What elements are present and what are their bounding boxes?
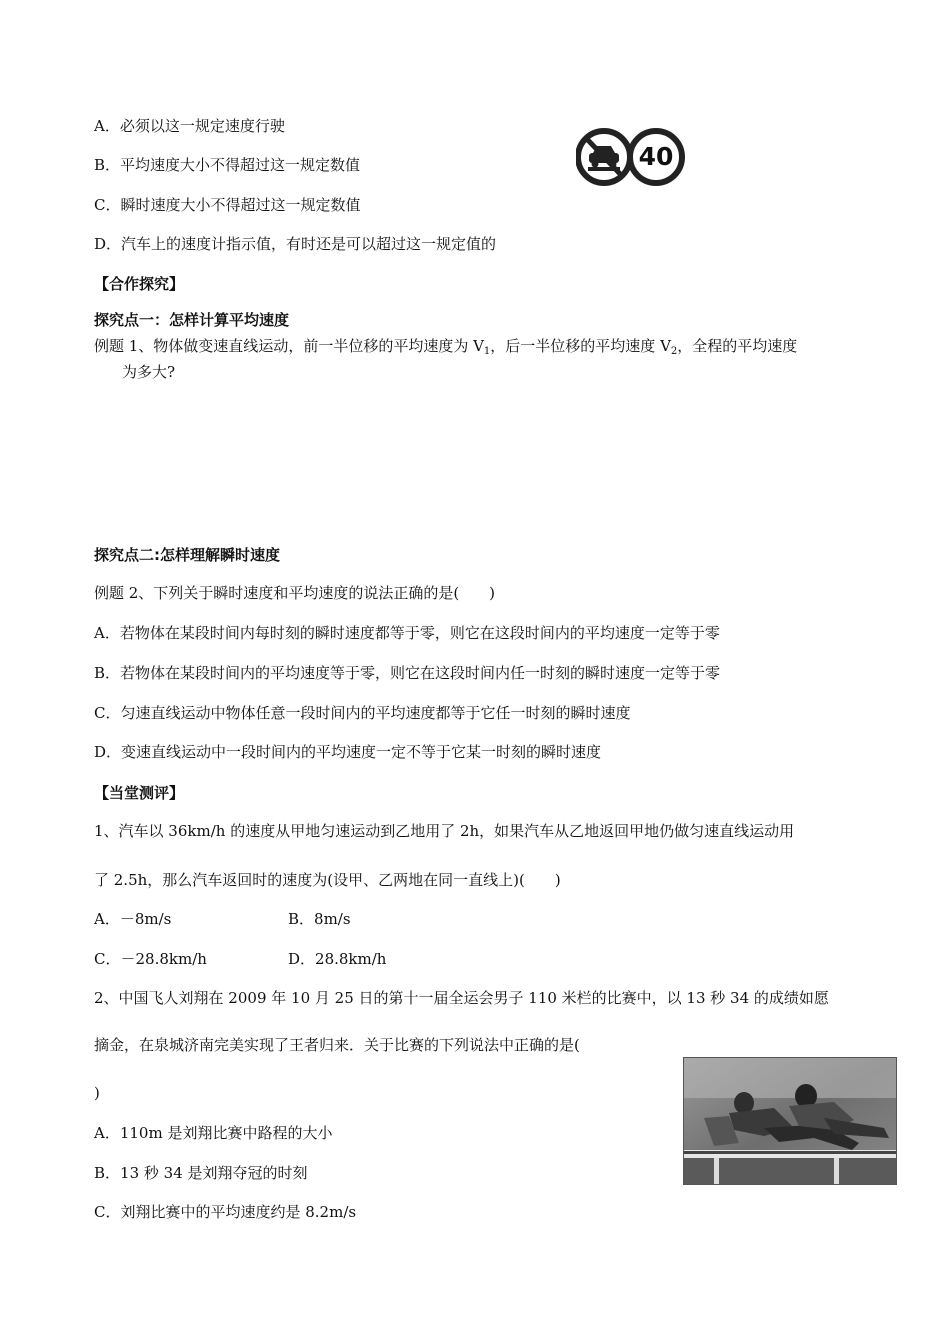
example1-text-a: 例题 1、物体做变速直线运动，前一半位移的平均速度为 V bbox=[94, 337, 484, 355]
q2-option-b: B．13 秒 34 是刘翔夺冠的时刻 bbox=[94, 1164, 308, 1182]
q1-option-d: D．28.8km/h bbox=[288, 950, 387, 968]
hurdler-photo bbox=[683, 1057, 897, 1185]
q2-line2: 摘金，在泉城济南完美实现了王者归来．关于比赛的下列说法中正确的是( bbox=[94, 1036, 580, 1054]
v1-subscript: 1 bbox=[483, 346, 491, 357]
v2-subscript: 2 bbox=[670, 346, 678, 357]
example2-option-c: C．匀速直线运动中物体任意一段时间内的平均速度都等于它任一时刻的瞬时速度 bbox=[94, 704, 631, 722]
q1-line1: 1、汽车以 36km/h 的速度从甲地匀速运动到乙地用了 2h，如果汽车从乙地返回甲地仍做匀速直线运动用 bbox=[94, 822, 795, 840]
hurdler-image-icon bbox=[684, 1058, 897, 1185]
example1-line2: 为多大? bbox=[122, 363, 176, 381]
speed-limit-number: 40 bbox=[638, 142, 674, 171]
example2-option-a: A．若物体在某段时间内每时刻的瞬时速度都等于零，则它在这段时间内的平均速度一定等于零 bbox=[94, 624, 720, 642]
section-heading-coop: 【合作探究】 bbox=[94, 275, 185, 293]
point1-title: 探究点一：怎样计算平均速度 bbox=[94, 311, 290, 329]
q1-line2: 了 2.5h，那么汽车返回时的速度为(设甲、乙两地在同一直线上)( ) bbox=[94, 871, 561, 889]
q2-line3: ) bbox=[94, 1084, 100, 1102]
option-b: B．平均速度大小不得超过这一规定数值 bbox=[94, 156, 361, 174]
example1-line1 bbox=[94, 336, 797, 362]
example1-text-b: ，后一半位移的平均速度 V bbox=[490, 337, 671, 355]
q2-option-a: A．110m 是刘翔比赛中路程的大小 bbox=[94, 1124, 333, 1142]
q1-option-b: B．8m/s bbox=[288, 910, 351, 928]
q1-option-a: A．－8m/s bbox=[94, 910, 172, 928]
example2-stem: 例题 2、下列关于瞬时速度和平均速度的说法正确的是( ) bbox=[94, 584, 496, 602]
example1-text-c: ，全程的平均速度 bbox=[677, 337, 798, 355]
q1-option-c: C．－28.8km/h bbox=[94, 950, 207, 968]
q2-line1: 2、中国飞人刘翔在 2009 年 10 月 25 日的第十一届全运会男子 110 米栏的比赛中，以 13 秒 34 的成绩如愿 bbox=[94, 989, 829, 1007]
option-c: C．瞬时速度大小不得超过这一规定数值 bbox=[94, 196, 361, 214]
speed-limit-sign bbox=[627, 127, 685, 187]
q2-option-c: C．刘翔比赛中的平均速度约是 8.2m/s bbox=[94, 1203, 357, 1221]
example2-option-b: B．若物体在某段时间内的平均速度等于零，则它在这段时间内任一时刻的瞬时速度一定等于零 bbox=[94, 664, 721, 682]
option-d: D．汽车上的速度计指示值，有时还是可以超过这一规定值的 bbox=[94, 235, 497, 253]
section-heading-test: 【当堂测评】 bbox=[94, 784, 185, 802]
option-a: A．必须以这一规定速度行驶 bbox=[94, 117, 285, 135]
point2-title: 探究点二:怎样理解瞬时速度 bbox=[94, 546, 280, 564]
example2-option-d: D．变速直线运动中一段时间内的平均速度一定不等于它某一时刻的瞬时速度 bbox=[94, 743, 602, 761]
